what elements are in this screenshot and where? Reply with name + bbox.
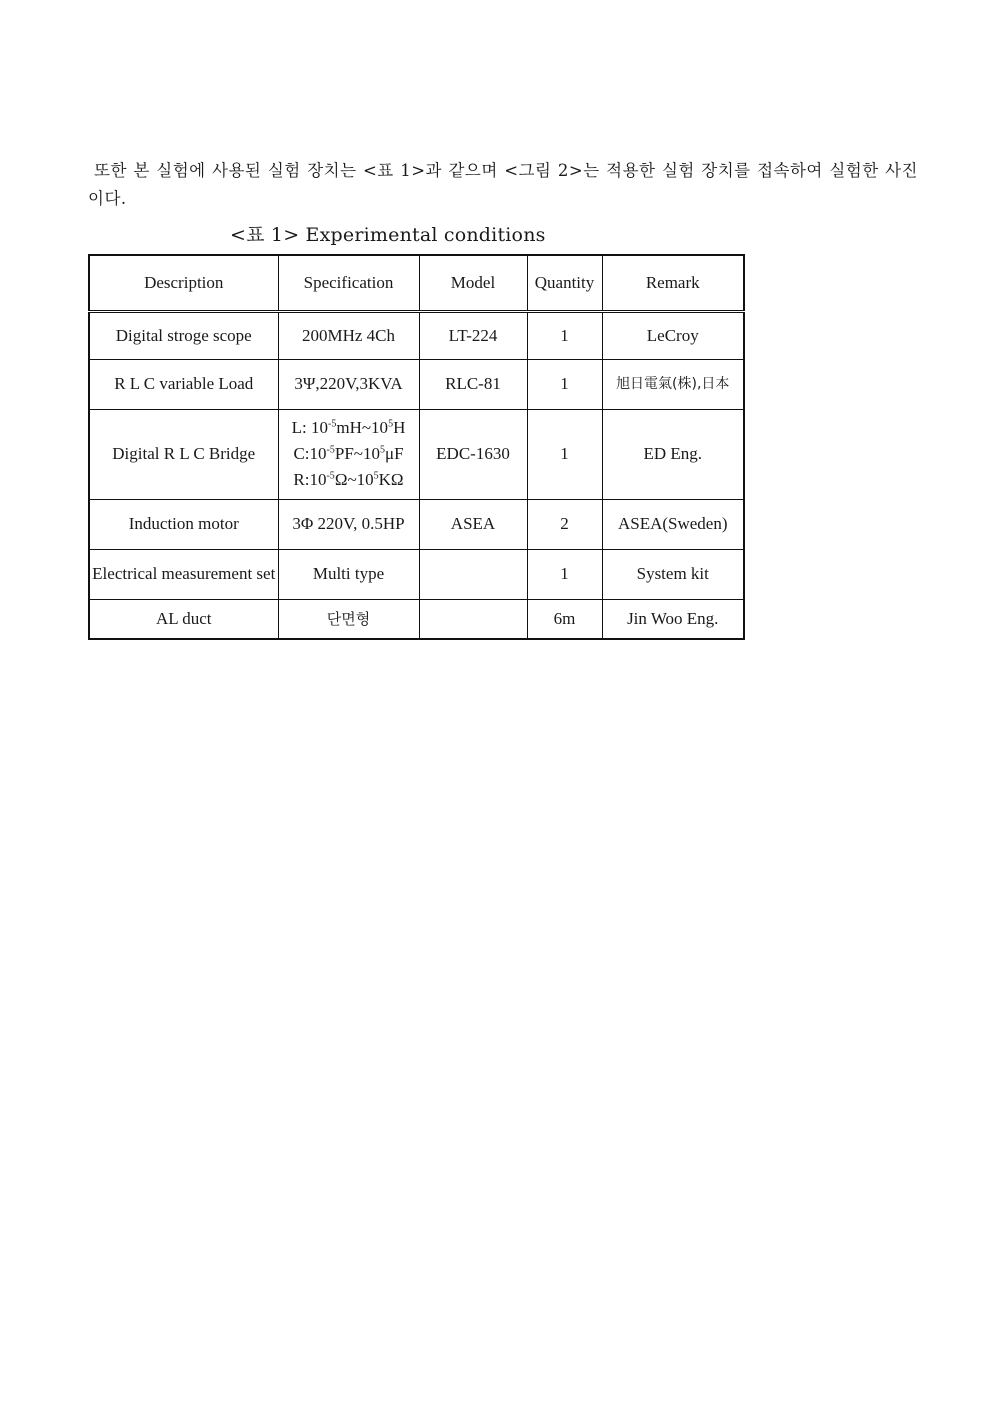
spec-line-capacitance: $C:10^{-5}PF\sim 10^5\mu F$ <box>293 444 404 463</box>
table-row <box>89 409 744 499</box>
cell-specification <box>278 409 419 499</box>
table-caption: <표 1> Experimental conditions <box>230 224 546 246</box>
cell-quantity: 2 <box>527 499 602 549</box>
cell-remark: Jin Woo Eng. <box>602 599 744 639</box>
table-row <box>89 499 744 549</box>
cell-quantity: 1 <box>527 359 602 409</box>
cell-description: Electrical measurement set <box>89 549 278 599</box>
spec-line-inductance: L: $10^{-5}mH\sim 10^5H$ <box>291 418 406 437</box>
cell-remark: System kit <box>602 549 744 599</box>
cell-description: R L C variable Load <box>89 359 278 409</box>
table-row <box>89 359 744 409</box>
table-header-row <box>89 255 744 311</box>
cell-specification: Multi type <box>278 549 419 599</box>
cell-model: EDC-1630 <box>419 409 527 499</box>
cell-quantity: 6m <box>527 599 602 639</box>
spec-line-resistance: $R:10^{-5}\Omega\sim 10^5K\Omega$ <box>293 470 404 489</box>
header-model: Model <box>419 255 527 311</box>
table-row <box>89 311 744 359</box>
table-row <box>89 599 744 639</box>
cell-model <box>419 549 527 599</box>
cell-remark: ED Eng. <box>602 409 744 499</box>
cell-remark: ASEA(Sweden) <box>602 499 744 549</box>
cell-remark: LeCroy <box>602 311 744 359</box>
header-description: Description <box>89 255 278 311</box>
table-row <box>89 549 744 599</box>
cell-quantity: 1 <box>527 549 602 599</box>
cell-model: LT-224 <box>419 311 527 359</box>
cell-specification: 3Φ 220V, 0.5HP <box>278 499 419 549</box>
header-remark: Remark <box>602 255 744 311</box>
header-quantity: Quantity <box>527 255 602 311</box>
cell-model: RLC-81 <box>419 359 527 409</box>
cell-description: Digital stroge scope <box>89 311 278 359</box>
cell-quantity: 1 <box>527 311 602 359</box>
cell-specification: 200MHz 4Ch <box>278 311 419 359</box>
cell-description: Digital R L C Bridge <box>89 409 278 499</box>
header-specification: Specification <box>278 255 419 311</box>
cell-specification: 단면형 <box>278 599 419 639</box>
intro-paragraph: 또한 본 실험에 사용된 실험 장치는 <표 1>과 같으며 <그림 2>는 적용한 실험 장치를 접속하여 실험한 사진이다. <box>88 160 918 208</box>
cell-model <box>419 599 527 639</box>
cell-description: Induction motor <box>89 499 278 549</box>
cell-remark: 旭日電氣(株),日本 <box>602 359 744 409</box>
experimental-conditions-table <box>88 254 745 640</box>
cell-quantity: 1 <box>527 409 602 499</box>
cell-description: AL duct <box>89 599 278 639</box>
cell-model: ASEA <box>419 499 527 549</box>
cell-specification: 3Ψ,220V,3KVA <box>278 359 419 409</box>
